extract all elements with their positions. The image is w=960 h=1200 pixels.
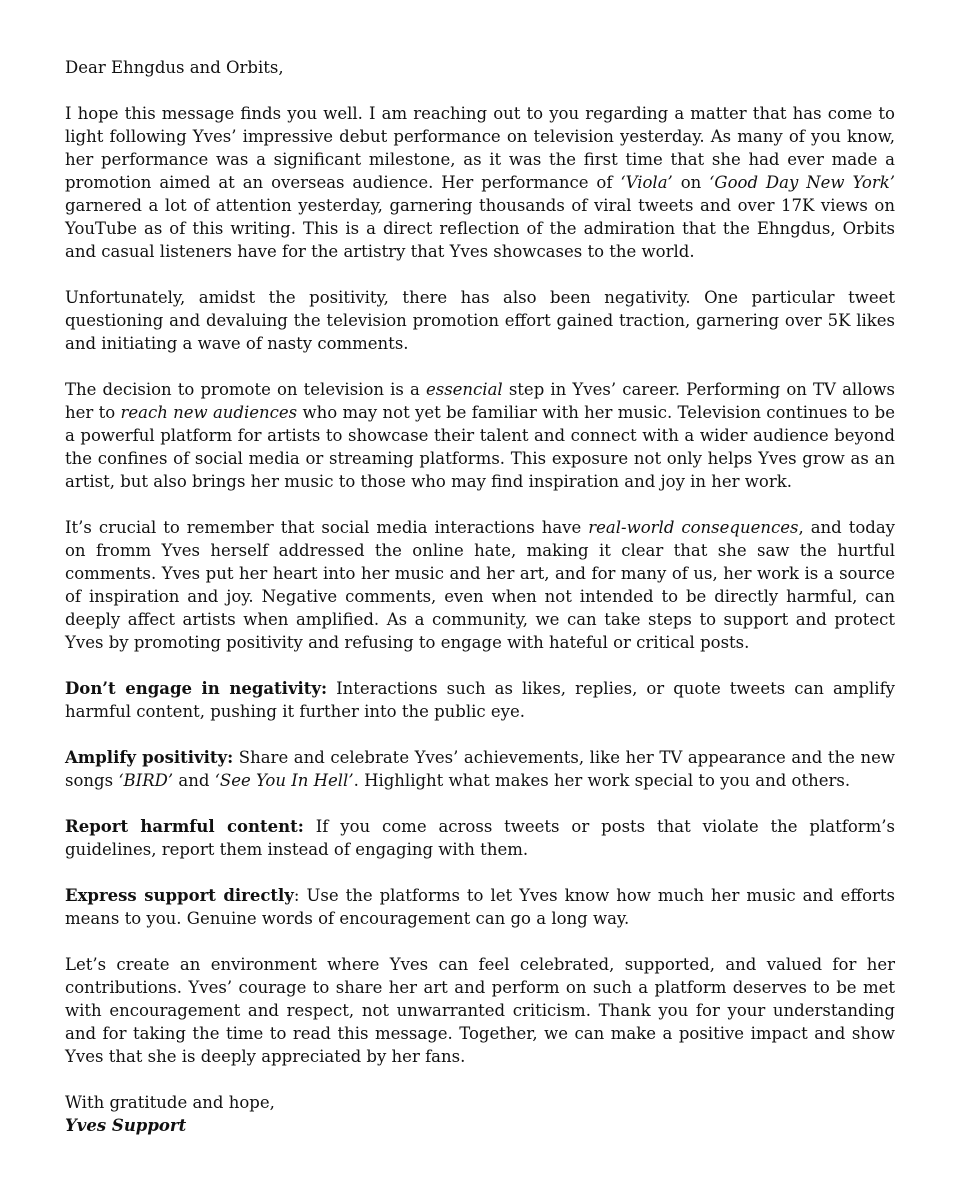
emphasis-real-world-consequences: real-world consequences: [588, 518, 799, 537]
tip-text: Interactions such as likes, replies, or quote tweets can amplify harmful content, pushing it further into the public eye.: [65, 679, 895, 721]
song-title-bird: ‘BIRD’: [118, 771, 174, 790]
closing-line: With gratitude and hope,: [65, 1093, 275, 1112]
tip-title: Amplify positivity:: [65, 748, 234, 767]
paragraph-consequences-text-a: It’s crucial to remember that social media interactions have: [65, 518, 589, 537]
paragraph-television-text-c: who may not yet be familiar with her music. Television continues to be a powerful platform for artists to showcase their talent and connect with a wider audience beyond the confines of social media or streaming platforms. This exposure not only helps Yves grow as an artist, but also brings her music to those who may find inspiration and joy in her work.: [65, 403, 896, 491]
song-title-viola: ‘Viola’: [620, 173, 673, 192]
paragraph-consequences: [65, 516, 895, 654]
tip-text: If you come across tweets or posts that violate the platform’s guidelines, report them instead of engaging with them.: [65, 817, 895, 859]
tip-dont-engage: [65, 677, 895, 723]
paragraph-intro-text-b: on: [672, 173, 710, 192]
paragraph-negativity: Unfortunately, amidst the positivity, there has also been negativity. One particular tweet questioning and devaluing the television promotion effort gained traction, garnering over 5K likes and initiating a wave of nasty comments.: [65, 288, 895, 353]
signature: Yves Support: [65, 1116, 187, 1135]
tip-text-mid: and: [173, 771, 215, 790]
paragraph-intro: [65, 102, 895, 263]
tip-amplify-positivity: [65, 746, 895, 792]
tip-text: : Use the platforms to let Yves know how much her music and efforts means to you. Genuine words of encouragement can go a long way.: [65, 886, 895, 928]
tip-express-support: [65, 884, 895, 930]
paragraph-final: Let’s create an environment where Yves can feel celebrated, supported, and valued for her contributions. Yves’ courage to share her art and perform on such a platform deserves to be met with encouragement and respect, not unwarranted criticism. Thank you for your understanding and for taking the time to read this message. Together, we can make a positive impact and show Yves that she is deeply appreciated by her fans.: [65, 955, 895, 1066]
greeting: Dear Ehngdus and Orbits,: [65, 58, 284, 77]
paragraph-television-text-b: step in Yves’ career. Performing on TV allows her to: [65, 380, 895, 422]
paragraph-intro-text-c: garnered a lot of attention yesterday, garnering thousands of viral tweets and over 17K views on YouTube as of this writing. This is a direct reflection of the admiration that the Ehngdus, Orbits and casual listeners have for the artistry that Yves showcases to the world.: [65, 196, 895, 261]
emphasis-reach-new-audiences: reach new audiences: [120, 403, 298, 422]
paragraph-consequences-text-b: , and today on fromm Yves herself addressed the online hate, making it clear that she saw the hurtful comments. Yves put her heart into her music and her art, and for many of us, her work is a source of inspiration and joy. Negative comments, even when not intended to be directly harmful, can deeply affect artists when amplified. As a community, we can take steps to support and protect Yves by promoting positivity and refusing to engage with hateful or critical posts.: [65, 518, 895, 652]
paragraph-television-text-a: The decision to promote on television is a: [65, 380, 426, 399]
paragraph-television: [65, 378, 895, 493]
show-title-good-day-new-york: ‘Good Day New York’: [709, 173, 895, 192]
emphasis-essencial: essencial: [425, 380, 503, 399]
tip-text-end: . Highlight what makes her work special to you and others.: [353, 771, 851, 790]
paragraph-intro-text-a: I hope this message finds you well. I am reaching out to you regarding a matter that has come to light following Yves’ impressive debut performance on television yesterday. As many of you know, her performance was a significant milestone, as it was the first time that she had ever made a promotion aimed at an overseas audience. Her performance of: [65, 104, 895, 192]
song-title-see-you-in-hell: ‘See You In Hell’: [214, 771, 354, 790]
tip-text: Share and celebrate Yves’ achievements, like her TV appearance and the new songs: [65, 748, 895, 790]
tip-title: Don’t engage in negativity:: [65, 679, 328, 698]
tip-report-harmful: [65, 815, 895, 861]
tip-title: Report harmful content:: [65, 817, 304, 836]
tip-title: Express support directly: [65, 886, 294, 905]
